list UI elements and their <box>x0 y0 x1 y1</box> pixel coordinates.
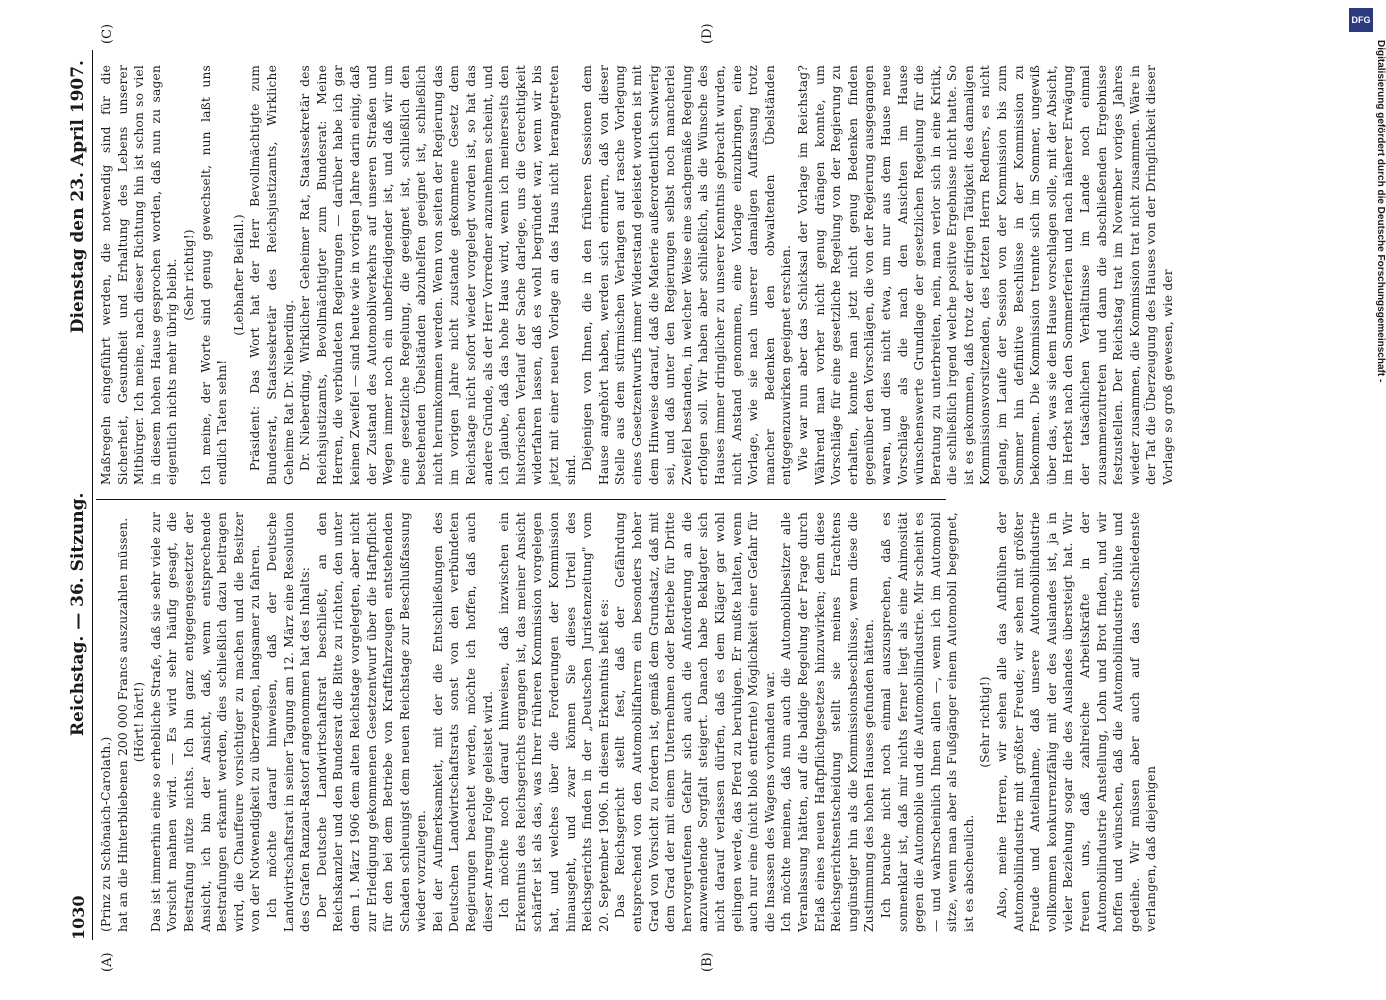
page-header <box>60 60 88 940</box>
column-divider <box>96 499 946 500</box>
paragraph: Wie war nun aber das Schicksal der Vorlage im Reichstag? Während man vorher nicht genug drängen konnte, um Vorschläge für eine gesetzliche Regelung von der Regierung zu erhalten, konnte man jetzt nicht genug Bedenken finden gegenüber den Vorschlägen, die von der Regierung ausgegangen waren, und dies nicht etwa, um nur aus dem Hause neue Vorschläge als die nach den Ansichten im Hause wünschenswerte Grundlage der gesetzlichen Regelung für die Beratung zu unterbreiten, nein, man verlor sich in eine Kritik, die schließlich irgend welche positive Ergebnisse nicht hatte. So ist es gekommen, daß trotz der eifrigen Tätigkeit des damaligen Kommissionsvorsitzenden, des letzten Herrn Redners, es nicht gelang, im Laufe der Session von der Kommission bis zum Sommer hin definitive Beschlüsse in der Kommission zu bekommen. Die Kommission trennte sich im Sommer, ungewiß über das, was sie dem Hause vorschlagen solle, mit der Absicht, im Herbst nach den Sommerferien und nach näherer Erwägung der tatsächlichen Verhältnisse im Lande noch einmal zusammenzutreten und dann die abschließenden Ergebnisse festzustellen. Der Reichstag trat im November voriges Jahres wieder zusammen, die Kommission trat nicht zusammen. Wäre in der Tat die Überzeugung des Hauses von der Dringlichkeit dieser Vorlage so groß gewesen, wie der <box>795 65 1175 485</box>
paragraph: (Hört! hört!) <box>132 681 147 763</box>
paragraph: Ich brauche nicht noch einmal auszusprechen, daß es sonnenklar ist, daß mir nichts ferner liegt als eine Animosität gegen die Automobile und die Automobilindustrie. Mir scheint es — und wahrscheinlich Ihnen allen —, wenn ich im Automobil sitze, wenn man aber als Fußgänger einem Automobil begegnet, ist es abscheulich. <box>878 512 976 932</box>
paragraph: Ich möchte meinen, daß nun auch die Automobilbesitzer alle Veranlassung hätten, auf die baldige Regelung der Frage durch Erlaß eines neuen Haftpflichtgesetzes hinzuwirken; denn diese Reichsgerichtsentscheidung stellt sie meines Erachtens ungünstiger hin als die Kommissionsbeschlüsse, wenn diese die Zustimmung des hohen Hauses gefunden hätten. <box>779 512 877 932</box>
paragraph: Also, meine Herren, wir sehen alle das Aufblühen der Automobilindustrie mit größter Freude; wir sehen mit größter Freude und Anteilnahme, daß unsere Automobilindustrie vollkommen konkurrenzfähig mit der des Auslandes ist, ja in vieler Beziehung sogar die des Auslandes übersteigt hat. Wir freuen uns, daß zahlreiche Arbeitskräfte in der Automobilindustrie Anstellung, Lohn und Brot finden, und wir hoffen und wünschen, daß die Automobilindustrie blühe und gedeihe. Wir müssen aber auch auf das entschiedenste verlangen, daß diejenigen <box>995 512 1159 932</box>
header-date: Dienstag den 23. April 1907. <box>68 60 88 334</box>
paragraph: hat an die Hinterbliebenen 200 000 Francs auszuzahlen müssen. <box>115 517 130 932</box>
paragraph: Ich möchte noch darauf hinweisen, daß inzwischen ein Erkenntnis des Reichsgerichts ergangen ist, das meiner Ansicht schärfer ist als das, was Ihrer früheren Kommission vorgelegen hat, und welches über die Forderungen der Kommission hinausgeht, und zwar können Sie dieses Urteil des Reichsgerichts finden in der „Deutschen Juristenzeitung" vom 20. September 1906. In diesem Erkenntnis heißt es: <box>497 512 611 932</box>
paragraph: Dr. Nieberding, Wirklicher Geheimer Rat, Staatssekretär des Reichsjustizamts, Bevollmächtigter zum Bundesrat: Meine Herren, die verbündeten Regierungen — darüber habe ich gar keinen Zweifel — sind heute wie in vorigen Jahre darin einig, daß der Zustand des Automobilverkehrs auf unseren Straßen und Wegen immer noch ein unbefriedigender ist, und daß wir um eine gesetzliche Regelung, die geeignet ist, schließlich den bestehenden Übelständen abzuhelfen geeignet ist, schließlich nicht herumkommen werden. Wenn von seiten der Regierung das im vorigen Jahre nicht zustande gekommene Gesetz dem Reichstage nicht sofort wieder vorgelegt worden ist, so hat das andere Gründe, als der Herr Vorredner anzunehmen scheint, und ich glaube, daß das hohe Haus wird, wenn ich meinerseits den historischen Verlauf der Sache darlege, uns die Gerechtigkeit widerfahren lassen, daß es wohl begründet war, wenn wir bis jetzt mit einer neuen Vorlage an das Haus nicht herangetreten sind. <box>298 65 578 485</box>
margin-marker-c: (C) <box>100 23 115 44</box>
margin-marker-d: (D) <box>700 23 715 44</box>
dfg-logo: DFG <box>1349 8 1373 32</box>
header-title: Reichstag. — 36. Sitzung. <box>68 492 88 737</box>
left-column <box>98 512 1159 932</box>
paragraph: (Sehr richtig!) <box>978 676 993 768</box>
margin-marker-a: (A) <box>100 952 115 972</box>
paragraph: Diejenigen von Ihnen, die in den früheren Sessionen dem Hause angehört haben, werden sich erinnern, daß von dieser Stelle aus dem stürmischen Verlangen auf rasche Vorlegung eines Gesetzentwurfs immer Widerstand geleistet worden ist mit dem Hinweise darauf, daß die Materie außerordentlich schwierig sei, und daß unter den Regierungen selbst noch mancherlei Zweifel bestanden, in welcher Weise eine sachgemäße Regelung erfolgen soll. Wir haben aber schließlich, als die Wünsche des Hauses immer dringlicher zu unserer Kenntnis gebracht wurden, nicht Anstand genommen, eine Vorlage einzubringen, eine Vorlage, wie sie nach unserer damaligen Auffassung trotz mancher Bedenken den obwaltenden Übelständen entgegenzuwirken geeignet erschien. <box>580 65 794 485</box>
speaker-tag: (Prinz zu Schönaich-Carolath.) <box>99 736 113 932</box>
paragraph: (Sehr richtig!) <box>181 229 196 321</box>
paragraph: Der Deutsche Landwirtschaftsrat beschließt, an den Reichskanzler und den Bundesrat die Bitte zu richten, den unter dem 1. März 1906 dem alten Reichstage vorgelegten, aber nicht zur Erledigung gekommenen Gesetzentwurf über die Haftpflicht für den bei dem Betriebe von Kraftfahrzeugen entstehenden Schaden schleunigst dem neuen Reichstage zur Beschlußfassung wieder vorzulegen. <box>314 512 429 932</box>
paragraph: Ich meine, der Worte sind genug gewechselt, nun laßt uns endlich Taten sehn! <box>198 65 230 485</box>
header-rule <box>92 50 93 940</box>
paragraph: (Lebhafter Beifall.) <box>231 214 246 336</box>
paragraph: Ich möchte darauf hinweisen, daß der Deutsche Landwirtschaftsrat in seiner Tagung am 12. März eine Resolution des Grafen Ranzau-Rastorf angenommen hat des Inhalts: <box>264 512 313 932</box>
paragraph: Das ist immerhin eine so erhebliche Strafe, daß sie sehr viele zur Vorsicht mahnen wird. — Es wird sehr häufig gesagt, die Bestrafung nütze nichts. Ich bin ganz entgegengesetzter der Ansicht, ich bin der Ansicht, daß, wenn entsprechende Bestrafungen erkannt werden, dies schließlich dazu beitragen wird, die Chauffeure vorsichtiger zu machen und die Besitzer von der Notwendigkeit zu überzeugen, langsamer zu fahren. <box>148 512 263 932</box>
page-number: 1030 <box>69 895 88 940</box>
paragraph: Präsident: Das Wort hat der Herr Bevollmächtigte zum Bundesrat, Staatssekretär des Reichsjustizamts, Wirkliche Geheime Rat Dr. Nieberding. <box>248 65 296 485</box>
paragraph: Bei der Aufmerksamkeit, mit der die Entschließungen des Deutschen Landwirtschaftsrats sonst von den verbündeten Regierungen beachtet werden, möchte ich hoffen, daß auch dieser Anregung Folge geleistet wird. <box>430 512 495 932</box>
digitization-note: Digitalisierung gefördert durch die Deutsche Forschungsgemeinschaft - <box>1375 40 1386 383</box>
paragraph: Maßregeln eingeführt werden, die notwendig sind für die Sicherheit, Gesundheit und Erhaltung des Lebens unserer Mitbürger. Ich meine, nach dieser Richtung hin ist schon so viel in diesem hohen Hause gesprochen worden, daß nun zu sagen eigentlich nichts mehr übrig bleibt. <box>99 65 180 485</box>
right-column <box>98 65 1175 485</box>
margin-marker-b: (B) <box>700 952 715 972</box>
paragraph: Das Reichsgericht stellt fest, daß der Gefährdung entsprechend von den Automobilfahrern ein besonders hoher Grad von Vorsicht zu fordern ist, gemäß dem Grundsatz, daß mit dem Grad der mit einem Unternehmen oder Betriebe für Dritte hervorgerufenen Gefahr sich auch die Anforderung an die anzuwendende Sorgfalt steigert. Danach habe Beklagter sich nicht darauf verlassen dürfen, daß es dem Kläger gar wohl gelingen werde, das Pferd zu beruhigen. Er mußte halten, wenn auch nur eine (nicht bloß entfernte) Möglichkeit einer Gefahr für die Insassen des Wagens vorhanden war. <box>613 512 777 932</box>
